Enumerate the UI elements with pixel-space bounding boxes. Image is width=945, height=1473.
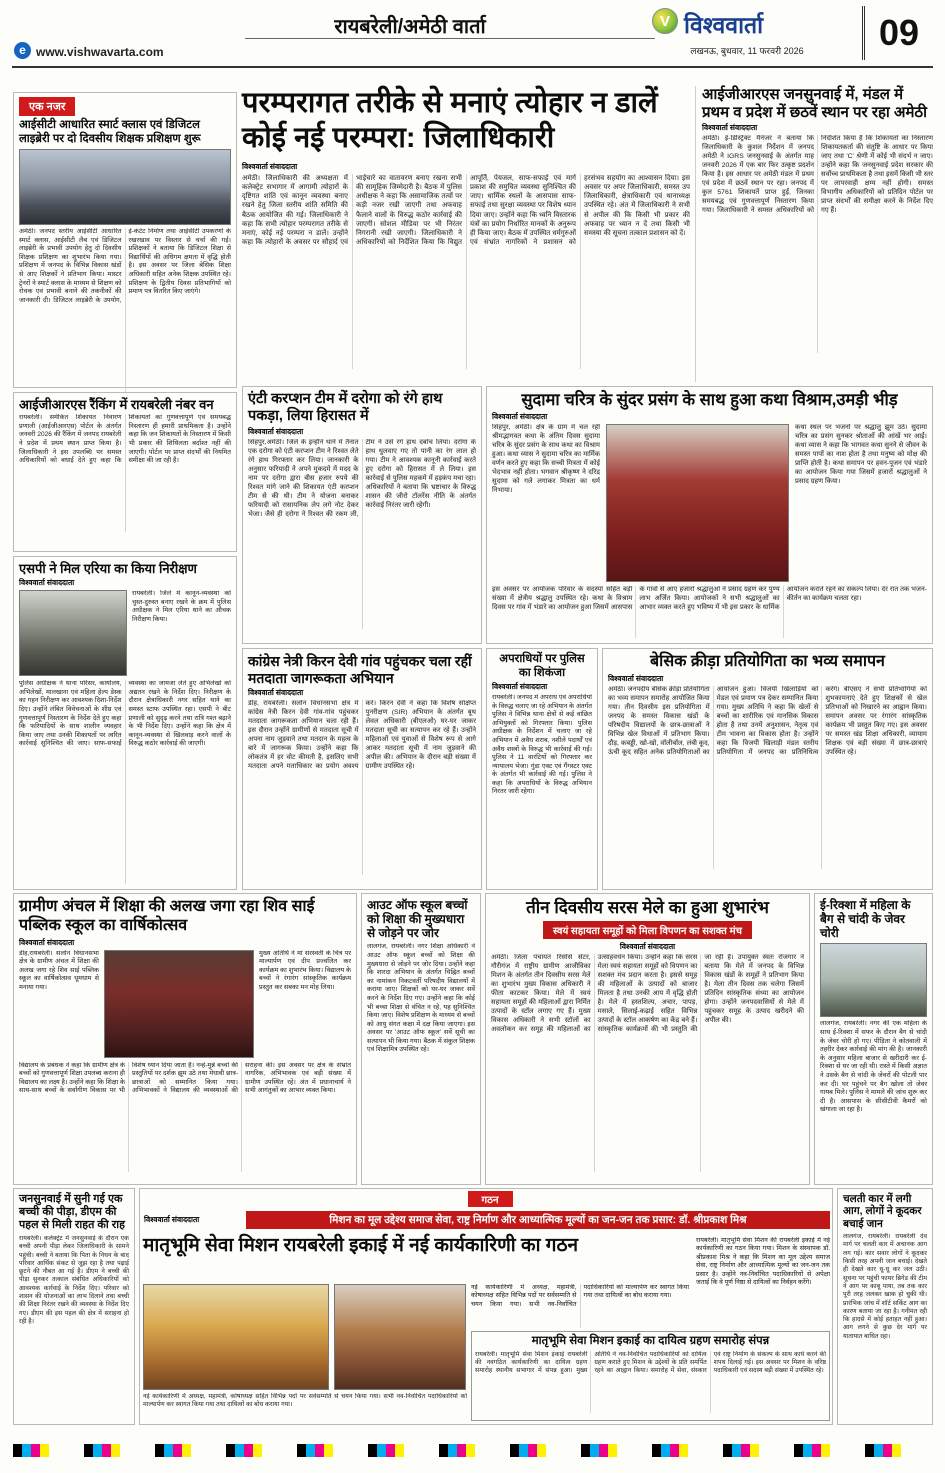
crackdown-byline: विश्ववार्ता संवाददाता <box>492 682 548 692</box>
saras-mela-body: अमेठी। जिला पंचायत रिसोर्स सेंटर, गौरीगंज में राष्ट्रीय ग्रामीण आजीविका मिशन के अंतर्गत तीन दिवसीय सरस मेले का शुभारंभ मुख्य विकास अधिकारी ने फीता काटकर किया। मेले में स्वयं सहायता समूहों की महिलाओं द्वारा निर्मित उत्पादों के स्टॉल लगाए गए हैं। मुख्य विकास अधिकारी ने सभी स्टॉलों का अवलोकन कर समूह की महिलाओं का उत्साहवर्धन किया। उन्होंने कहा कि सरस मेला स्वयं सहायता समूहों को विपणन का सशक्त मंच प्रदान करता है। इससे समूह की महिलाओं के उत्पादों को बाजार मिलता है तथा उनकी आय में वृद्धि होती है। मेले में हस्तशिल्प, अचार, पापड़, मसाले, सिलाई-कढ़ाई सहित विभिन्न उत्पादों के स्टॉल आकर्षण का केंद्र बने हैं। सांस्कृतिक कार्यक्रमों की भी प्रस्तुति की जा रही है। उपायुक्त स्वतः रोजगार ने बताया कि मेले में जनपद के विभिन्न विकास खंडों के समूहों ने प्रतिभाग किया है। मेला तीन दिवस तक चलेगा जिसमें प्रतिदिन सांस्कृतिक संध्या का आयोजन होगा। उन्होंने जनपदवासियों से मेले में पहुंचकर समूह के उत्पाद खरीदने की अपील की। <box>491 954 804 1033</box>
gathan-body-below-photos: नई कार्यकारिणी में अध्यक्ष, महामंत्री, कोषाध्यक्ष सहित विभिन्न पदों पर सर्वसम्मति से चयन किया गया। सभी नव-निर्वाचित पदाधिकारियों को माल्यार्पण कर स्वागत किया गया तथा दायित्वों का बोध कराया गया। <box>143 1393 467 1409</box>
ict-training-body: अमेठी। जनपद स्तरीय आईसीटी आधारित स्मार्ट क्लास, आईसीटी लैब एवं डिजिटल लाइब्रेरी के प्रभावी उपयोग हेतु दो दिवसीय शिक्षक प्रशिक्षण का शुभारंभ किया गया। प्रशिक्षण में जनपद के विभिन्न विकास खंडों से आए शिक्षकों ने प्रतिभाग किया। मास्टर ट्रेनरों ने स्मार्ट क्लास के माध्यम से शिक्षण को रोचक एवं प्रभावी बनाने की तकनीकों की जानकारी दी। डिजिटल लाइब्रेरी के उपयोग, ई-कंटेंट निर्माण तथा आईसीटी उपकरणों के रखरखाव पर विस्तार से चर्चा की गई। प्रशिक्षकों ने बताया कि डिजिटल शिक्षा से विद्यार्थियों की अधिगम क्षमता में वृद्धि होती है। इस अवसर पर जिला बेसिक शिक्षा अधिकारी सहित अनेक शिक्षक उपस्थित रहे। प्रशिक्षण के द्वितीय दिवस प्रतिभागियों को प्रमाण पत्र वितरित किए जाएंगे। <box>19 228 231 304</box>
crackdown-body: रायबरेली। जनपद में अपराध एवं अपराधियों के विरुद्ध चलाए जा रहे अभियान के अंतर्गत पुलिस ने विभिन्न थाना क्षेत्रों से कई वांछित अभियुक्तों को गिरफ्तार किया। पुलिस अधीक्षक के निर्देशन में चलाए जा रहे अभियान में अवैध शराब, नशीले पदार्थों एवं अवैध शस्त्रों के विरुद्ध भी कार्रवाई की गई। पुलिस ने 11 वारंटियों को गिरफ्तार कर न्यायालय भेजा। गुंडा एक्ट एवं गैंगस्टर एक्ट के अंतर्गत भी कार्रवाई की गई। पुलिस ने कहा कि अपराधियों के विरुद्ध अभियान निरंतर जारी रहेगा। <box>492 694 592 796</box>
festival-body: अमेठी। जिलाधिकारी की अध्यक्षता में कलेक्ट्रेट सभागार में आगामी त्योहारों के दृष्टिगत शांति एवं कानून व्यवस्था बनाए रखने हेतु जिला स्तरीय शांति समिति की बैठक आयोजित की गई। जिलाधिकारी ने कहा कि सभी त्योहार परम्परागत तरीके से मनाएं, कोई नई परम्परा न डालें। उन्होंने कहा कि त्योहारों के अवसर पर सौहार्द एवं भाईचारे का वातावरण बनाए रखना सभी की सामूहिक जिम्मेदारी है। बैठक में पुलिस अधीक्षक ने कहा कि असामाजिक तत्वों पर कड़ी नजर रखी जाएगी तथा अफवाह फैलाने वालों के विरुद्ध कठोर कार्रवाई की जाएगी। सोशल मीडिया पर भी निरंतर निगरानी रखी जाएगी। जिलाधिकारी ने अधिकारियों को निर्देशित किया कि विद्युत आपूर्ति, पेयजल, साफ-सफाई एवं मार्ग प्रकाश की समुचित व्यवस्था सुनिश्चित की जाए। धार्मिक स्थलों के आसपास साफ-सफाई तथा सुरक्षा व्यवस्था पर विशेष ध्यान दिया जाए। उन्होंने कहा कि ध्वनि विस्तारक यंत्रों का प्रयोग निर्धारित मानकों के अनुरूप ही किया जाए। बैठक में उपस्थित धर्मगुरुओं एवं संभ्रांत नागरिकों ने प्रशासन को हरसंभव सहयोग का आश्वासन दिया। इस अवसर पर अपर जिलाधिकारी, समस्त उप जिलाधिकारी, क्षेत्राधिकारी एवं थानाध्यक्ष उपस्थित रहे। अंत में जिलाधिकारी ने सभी से अपील की कि किसी भी प्रकार की अफवाह पर ध्यान न दें तथा किसी भी समस्या की सूचना तत्काल प्रशासन को दें। <box>242 174 690 247</box>
article-school-fest <box>13 893 357 1185</box>
congress-byline: विश्ववार्ता संवाददाता <box>248 688 304 698</box>
photo-teacher-training <box>19 149 231 225</box>
erickshaw-theft-body: लालगंज, रायबरेली। नगर की एक महिला के साथ ई-रिक्शा में सफर के दौरान बैग से चांदी के जेवर चोरी हो गए। पीड़िता ने कोतवाली में तहरीर देकर कार्रवाई की मांग की है। जानकारी के अनुसार महिला बाजार से खरीदारी कर ई-रिक्शा से घर जा रही थी। रास्ते में किसी अज्ञात ने उसके बैग से चांदी के जेवरों की पोटली पार कर दी। घर पहुंचने पर बैग खोला तो जेवर गायब मिले। पुलिस ने मामले की जांच शुरू कर दी है। आसपास के सीसीटीवी कैमरों को खंगाला जा रहा है। <box>820 1020 927 1114</box>
car-fire-body: लालगंज, रायबरेली। रायबरेली देव मार्ग पर चलती कार में अचानक आग लग गई। कार सवार लोगों ने कूदकर किसी तरह अपनी जान बचाई। देखते ही देखते कार धू-धू कर जल उठी। सूचना पर पहुंची फायर ब्रिगेड की टीम ने आग पर काबू पाया, तब तक कार पूरी तरह जलकर खाक हो चुकी थी। प्रारंभिक जांच में शॉर्ट सर्किट आग का कारण बताया जा रहा है। गनीमत रही कि हादसे में कोई हताहत नहीं हुआ। आग लगने से कुछ देर मार्ग पर यातायात बाधित रहा। <box>843 1233 927 1340</box>
section-title: रायबरेली/अमेठी वार्ता <box>334 16 486 38</box>
article-ict-training <box>13 92 237 388</box>
gathan-sub-headline: मातृभूमि सेवा मिशन इकाई का दायित्व ग्रहण समारोह संपन्न <box>531 1335 770 1347</box>
school-fest-body-right: मुख्य अतिथि ने मां सरस्वती के चित्र पर माल्यार्पण एवं दीप प्रज्वलित कर कार्यक्रम का शुभारंभ किया। विद्यालय के बच्चों ने रंगारंग सांस्कृतिक कार्यक्रम प्रस्तुत कर सबका मन मोह लिया। <box>259 949 351 992</box>
article-crackdown <box>486 648 598 890</box>
gathan-label: गठन <box>468 1191 513 1207</box>
sp-inspection-byline: विश्ववार्ता संवाददाता <box>19 578 75 588</box>
congress-body: डीह, रायबरेली। सलोन विधानसभा क्षेत्र में कांग्रेस नेत्री किरन देवी गांव-गांव पहुंचकर मतदाता जागरूकता अभियान चला रही हैं। इस दौरान उन्होंने ग्रामीणों से मतदाता सूची में अपना नाम जुड़वाने तथा मतदान के महत्व के बारे में जागरूक किया। उन्होंने कहा कि लोकतंत्र में हर वोट कीमती है, इसलिए सभी मतदाता अपने मताधिकार का प्रयोग अवश्य करें। किरन देवी ने कहा कि विशेष संक्षिप्त पुनरीक्षण (SIR) अभियान के अंतर्गत बूथ लेवल अधिकारी (बीएलओ) घर-घर जाकर मतदाता सूची का सत्यापन कर रहे हैं। उन्होंने महिलाओं एवं युवाओं से विशेष रूप से आगे आकर मतदाता सूची में नाम जुड़वाने की अपील की। अभियान के दौरान बड़ी संख्या में ग्रामीण उपस्थित रहे। <box>248 700 476 770</box>
photo-katha-stage <box>606 424 789 582</box>
sudama-headline: सुदामा चरित्र के सुंदर प्रसंग के साथ हुआ कथा विश्राम,उमड़ी भीड़ <box>521 391 898 409</box>
site-logo <box>14 42 31 59</box>
masthead-rule-bottom <box>12 66 933 68</box>
article-saras-mela <box>485 893 810 1185</box>
gathan-label-wrap <box>450 1190 530 1208</box>
sports-byline: विश्ववार्ता संवाददाता <box>608 673 664 683</box>
saras-mela-byline: विश्ववार्ता संवाददाता <box>619 942 676 952</box>
article-car-fire <box>837 1188 933 1425</box>
school-fest-body-left: डीह,रायबरेली। सलोन विधानसभा क्षेत्र के ग्रामीण अंचल में शिक्षा की अलख जगा रहे शिव साई पब्लिक स्कूल का वार्षिकोत्सव धूमधाम से मनाया गया। <box>19 949 99 992</box>
out-of-school-headline: आउट ऑफ स्कूल बच्चों को शिक्षा की मुख्यधारा से जोड़ने पर जोर <box>367 898 468 941</box>
gathan-sub-article <box>471 1331 830 1421</box>
brand-name: विश्ववार्ता <box>684 12 764 38</box>
out-of-school-body: लालगंज, रायबरेली। नगर शिक्षा अधिकारी ने आउट ऑफ स्कूल बच्चों को शिक्षा की मुख्यधारा से जोड़ने पर जोर दिया। उन्होंने कहा कि शारदा अभियान के अंतर्गत चिह्नित बच्चों का नामांकन निकटवर्ती परिषदीय विद्यालयों में कराया जाए। शिक्षकों को घर-घर जाकर सर्वे करने के निर्देश दिए गए। उन्होंने कहा कि कोई भी बच्चा शिक्षा से वंचित न रहे, यह सुनिश्चित किया जाए। विशेष प्रशिक्षण के माध्यम से बच्चों को आयु संगत कक्षा में दक्ष किया जाएगा। इस अवसर पर 'आउट ऑफ स्कूल' सर्वे सूची का सत्यापन भी किया गया। बैठक में संकुल शिक्षक एवं शिक्षामित्र उपस्थित रहे। <box>367 943 475 1054</box>
igrs-amethi-byline: विश्ववार्ता संवाददाता <box>702 123 758 133</box>
site-logo-letter: e <box>19 43 26 57</box>
saras-mela-subtitle: स्वयं सहायता समूहों को मिला विपणन का सशक्त मंच <box>543 921 752 939</box>
gathan-headline: मातृभूमि सेवा मिशन रायबरेली इकाई में नई कार्यकारिणी का गठन <box>143 1235 579 1256</box>
masthead-rule-center <box>245 38 655 39</box>
anti-corruption-body: सिंहपुर,अमेठी। जिले के इन्हौने थाने में तैनात एक दरोगा को एंटी करप्शन टीम ने रिश्वत लेते रंगे हाथ गिरफ्तार कर लिया। जानकारी के अनुसार फरियादी ने अपने मुकदमे में मदद के नाम पर दरोगा द्वारा बीस हजार रुपये की रिश्वत मांगे जाने की शिकायत एंटी करप्शन टीम से की थी। टीम ने योजना बनाकर फरियादी को रासायनिक लेप लगे नोट देकर भेजा। जैसे ही दरोगा ने रिश्वत की रकम ली, टीम ने उसे रंगे हाथ दबोच लिया। दरोगा के हाथ धुलवाए गए तो पानी का रंग लाल हो गया। टीम ने आवश्यक कानूनी कार्रवाई करते हुए दरोगा को हिरासत में ले लिया। इस कार्रवाई से पुलिस महकमे में हड़कंप मचा रहा। अधिकारियों ने बताया कि भ्रष्टाचार के विरुद्ध शासन की जीरो टॉलरेंस नीति के अंतर्गत कार्रवाई निरंतर जारी रहेगी। <box>248 439 476 518</box>
article-sudama <box>486 386 933 644</box>
sp-inspection-body-side: रायबरेली। जिले में कानून-व्यवस्था को चुस्त-दुरुस्त बनाए रखने के क्रम में पुलिस अधीक्षक ने मिल एरिया थाने का औचक निरीक्षण किया। <box>132 590 231 624</box>
print-registration-marks <box>13 1444 933 1457</box>
igrs-raebareli-headline: आईजीआरएस रैंकिंग में रायबरेली नंबर वन <box>19 397 214 412</box>
page-number: 09 <box>878 12 920 53</box>
gathan-byline: विश्ववार्ता संवाददाता <box>144 1215 200 1224</box>
school-fest-body-bottom: विद्यालय के प्रबंधक ने कहा कि ग्रामीण क्षेत्र के बच्चों को गुणवत्तापूर्ण शिक्षा उपलब्ध कराना ही विद्यालय का लक्ष्य है। उन्होंने कहा कि शिक्षा के साथ-साथ बच्चों के सर्वांगीण विकास पर भी विशेष ध्यान दिया जाता है। नन्हे-मुन्ने बच्चों की प्रस्तुतियों पर दर्शक झूम उठे तथा मेधावी छात्र-छात्राओं को सम्मानित किया गया। अभिभावकों ने विद्यालय की व्यवस्थाओं की सराहना की। इस अवसर पर क्षेत्र के संभ्रांत नागरिक, अभिभावक एवं बड़ी संख्या में ग्रामीण उपस्थित रहे। अंत में प्रधानाचार्य ने सभी आगंतुकों का आभार व्यक्त किया। <box>19 1061 351 1095</box>
brand-logo <box>652 8 678 34</box>
anti-corruption-headline: एंटी करप्शन टीम में दरोगा को रंगे हाथ पकड़ा, लिया हिरासत में <box>248 391 443 425</box>
masthead <box>0 0 945 72</box>
article-igrs-raebareli <box>13 392 237 552</box>
article-sp-inspection <box>13 556 237 890</box>
dm-help-body: रायबरेली। कलेक्ट्रेट में जनसुनवाई के दौरान एक बच्ची अपनी पीड़ा लेकर जिलाधिकारी के सामने पहुंची। बच्ची ने बताया कि पिता के निधन के बाद परिवार आर्थिक संकट से जूझ रहा है तथा पढ़ाई छूटने की नौबत आ गई है। डीएम ने बच्ची की पीड़ा सुनकर तत्काल संबंधित अधिकारियों को आवश्यक कार्रवाई के निर्देश दिए। परिवार को शासन की योजनाओं का लाभ दिलाने तथा बच्ची की शिक्षा निरंतर रखने की व्यवस्था के निर्देश दिए गए। डीएम की इस पहल की क्षेत्र में सराहना हो रही है। <box>19 1234 129 1325</box>
festival-headline: परम्परागत तरीके से मनाएं त्योहार न डालें कोई नई परम्परा: जिलाधिकारी <box>242 87 658 154</box>
brand-initial: V <box>659 13 670 30</box>
article-sports <box>602 648 933 890</box>
article-out-of-school <box>361 893 481 1185</box>
anti-corruption-byline: विश्ववार्ता संवाददाता <box>248 427 304 437</box>
sports-headline: बेसिक क्रीड़ा प्रतियोगिता का भव्य समापन <box>650 653 885 670</box>
sudama-body-bottom: इस अवसर पर आयोजक परिवार के सदस्यों सहित बड़ी संख्या में क्षेत्रीय श्रद्धालु उपस्थित रहे। कथा के विश्राम दिवस पर गांव में भंडारे का आयोजन हुआ जिसमें आसपास के गांवों से आए हजारों श्रद्धालुओं ने प्रसाद ग्रहण कर पुण्य लाभ अर्जित किया। आयोजकों ने सभी श्रद्धालुओं का आभार व्यक्त करते हुए भविष्य में भी इस प्रकार के धार्मिक आयोजन कराते रहने का संकल्प लिया। देर रात तक भजन-कीर्तन का कार्यक्रम चलता रहा। <box>492 586 927 612</box>
sudama-body-left: सिंहपुर, अमेठी। क्षेत्र के ग्राम में चल रही श्रीमद्भागवत कथा के अंतिम दिवस सुदामा चरित्र के सुंदर प्रसंग के साथ कथा का विश्राम हुआ। कथा व्यास ने सुदामा चरित्र का मार्मिक वर्णन करते हुए कहा कि सच्ची मित्रता में कोई भेदभाव नहीं होता। भगवान श्रीकृष्ण ने दरिद्र सुदामा को गले लगाकर मित्रता का धर्म निभाया। <box>492 424 600 495</box>
sudama-byline: विश्ववार्ता संवाददाता <box>492 412 548 422</box>
ict-training-headline: आईसीटी आधारित स्मार्ट क्लास एवं डिजिटल लाइब्रेरी पर दो दिवसीय शिक्षक प्रशिक्षण शुरू <box>19 119 201 145</box>
sp-inspection-body: पुलिस अधीक्षक ने थाना परिसर, कार्यालय, अभिलेखों, मालखाना एवं महिला हेल्प डेस्क का गहन निरीक्षण कर आवश्यक दिशा-निर्देश दिए। उन्होंने लंबित विवेचनाओं के शीघ्र एवं गुणवत्तापूर्ण निस्तारण के निर्देश देते हुए कहा कि फरियादियों के साथ शालीन व्यवहार किया जाए तथा उनकी शिकायतों पर त्वरित कार्रवाई सुनिश्चित की जाए। साफ-सफाई व्यवस्था का जायजा लेते हुए अभिलेखों को अद्यतन रखने के निर्देश दिए। निरीक्षण के दौरान क्षेत्राधिकारी नगर सहित थाने का समस्त स्टाफ उपस्थित रहा। एसपी ने बीट प्रणाली को सुदृढ़ करने तथा रात्रि गश्त बढ़ाने के भी निर्देश दिए। उन्होंने कहा कि क्षेत्र में कानून-व्यवस्था से खिलवाड़ करने वालों के विरुद्ध कठोर कार्रवाई की जाएगी। <box>19 680 231 748</box>
igrs-amethi-body: अमेठी। ई-डिस्ट्रिक्ट मैनेजर ने बताया कि जिलाधिकारी के कुशल निर्देशन में जनपद अमेठी ने IGRS जनसुनवाई के अंतर्गत माह जनवरी 2026 में एक बार फिर उत्कृष्ट प्रदर्शन किया है। इस आधार पर अमेठी मंडल में प्रथम एवं प्रदेश में छठवें स्थान पर रहा। जनपद में कुल 5761 शिकायतें प्राप्त हुईं, जिनका समयबद्ध एवं गुणवत्तापूर्ण निस्तारण किया गया। जिलाधिकारी ने समस्त अधिकारियों को निर्देशित किया है कि शिकायतों का निस्तारण शिकायतकर्ता की संतुष्टि के आधार पर किया जाए तथा 'C' श्रेणी में कोई भी संदर्भ न जाए। उन्होंने कहा कि जनसुनवाई प्रदेश सरकार की सर्वोच्च प्राथमिकता है तथा इसमें किसी भी स्तर पर लापरवाही क्षम्य नहीं होगी। समस्त विभागीय अधिकारियों को प्रतिदिन पोर्टल पर प्राप्त संदर्भों की समीक्षा करने के निर्देश दिए गए हैं। <box>702 135 933 215</box>
section-gathan <box>139 1188 833 1425</box>
saras-mela-headline: तीन दिवसीय सरस मेले का हुआ शुभारंभ <box>526 898 769 917</box>
dm-help-headline: जनसुनवाई में सुनी गई एक बच्ची की पीड़ा, डीएम की पहल से मिली राहत की राह <box>19 1193 125 1231</box>
article-igrs-amethi <box>695 86 933 382</box>
article-congress <box>242 648 482 890</box>
school-fest-byline: विश्ववार्ता संवाददाता <box>19 937 75 947</box>
sp-inspection-headline: एसपी ने मिल एरिया का किया निरीक्षण <box>19 561 197 576</box>
erickshaw-theft-headline: ई-रिक्शा में महिला के बैग से चांदी के जेवर चोरी <box>820 898 911 941</box>
photo-erickshaw <box>820 943 927 1017</box>
site-url: www.vishwavarta.com <box>36 45 164 59</box>
gathan-body-mid: नई कार्यकारिणी में अध्यक्ष, महामंत्री, कोषाध्यक्ष सहित विभिन्न पदों पर सर्वसम्मति से चयन किया गया। सभी नव-निर्वाचित पदाधिकारियों को माल्यार्पण कर स्वागत किया गया तथा दायित्वों का बोध कराया गया। <box>471 1284 689 1308</box>
gathan-body-right: रायबरेली। मातृभूमि सेवा मिशन की रायबरेली इकाई में नई कार्यकारिणी का गठन किया गया। मिशन के संस्थापक डॉ. श्रीप्रकाश मिश्र ने कहा कि मिशन का मूल उद्देश्य समाज सेवा, राष्ट्र निर्माण और आध्यात्मिक मूल्यों का जन-जन तक प्रसार है। उन्होंने नव-निर्वाचित पदाधिकारियों से अपेक्षा जताई कि वे पूर्ण निष्ठा से दायित्वों का निर्वहन करेंगे। <box>696 1237 830 1287</box>
ek-nazar-label: एक नजर <box>19 97 75 116</box>
article-dm-help <box>13 1188 135 1425</box>
article-anti-corruption <box>242 386 482 644</box>
igrs-amethi-headline: आईजीआरएस जनसुनवाई में, मंडल में प्रथम व प्रदेश में छठवें स्थान पर रहा अमेठी <box>702 86 928 121</box>
car-fire-headline: चलती कार में लगी आग, लोगों ने कूदकर बचाई जान <box>843 1193 922 1230</box>
school-fest-headline: ग्रामीण अंचल में शिक्षा की अलख जगा रहा शिव साई पब्लिक स्कूल का वार्षिकोत्सव <box>19 898 315 934</box>
gathan-sub-body: रायबरेली। मातृभूमि सेवा मिशन इकाई रायबरेली की नवगठित कार्यकारिणी का दायित्व ग्रहण समारोह स्थानीय सभागार में संपन्न हुआ। मुख्य अतिथि ने नव-निर्वाचित पदाधिकारियों को दायित्व ग्रहण कराते हुए मिशन के उद्देश्यों के प्रति समर्पित रहने का आह्वान किया। समारोह में सेवा, संस्कार एवं राष्ट्र निर्माण के संकल्प के साथ कार्य करने की शपथ दिलाई गई। इस अवसर पर मिशन के वरिष्ठ पदाधिकारी एवं सदस्य बड़ी संख्या में उपस्थित रहे। <box>475 1350 826 1375</box>
congress-headline: कांग्रेस नेत्री किरन देवी गांव पहुंचकर चला रहीं मतदाता जागरूकता अभियान <box>248 653 472 686</box>
sports-body: अमेठी। जनपदीय बेसिक क्रीड़ा प्रतियोगिता का भव्य समापन समारोह आयोजित किया गया। तीन दिवसीय इस प्रतियोगिता में जनपद के समस्त विकास खंडों के परिषदीय विद्यालयों के छात्र-छात्राओं ने विभिन्न खेल विधाओं में प्रतिभाग किया। दौड़, कबड्डी, खो-खो, वॉलीबॉल, लंबी कूद, ऊंची कूद सहित अनेक प्रतियोगिताओं का आयोजन हुआ। विजयी खिलाड़ियों को मेडल एवं प्रमाण पत्र देकर सम्मानित किया गया। मुख्य अतिथि ने कहा कि खेलों से बच्चों का शारीरिक एवं मानसिक विकास होता है तथा उनमें अनुशासन, नेतृत्व एवं टीम भावना का विकास होता है। उन्होंने कहा कि विजयी खिलाड़ी मंडल स्तरीय प्रतियोगिता में जनपद का प्रतिनिधित्व करेंगे। बीएसए ने सभी प्रतिभागियों को शुभकामनाएं देते हुए शिक्षकों से खेल प्रतिभाओं को निखारने का आह्वान किया। समापन अवसर पर रंगारंग सांस्कृतिक कार्यक्रम भी प्रस्तुत किए गए। इस अवसर पर समस्त खंड शिक्षा अधिकारी, व्यायाम शिक्षक एवं बड़ी संख्या में छात्र-छात्राएं उपस्थित रहे। <box>608 685 927 756</box>
gathan-strip: मिशन का मूल उद्देश्य समाज सेवा, राष्ट्र निर्माण और आध्यात्मिक मूल्यों का जन-जन तक प्रसार: डॉ. श्रीप्रकाश मिश्र <box>246 1211 830 1229</box>
sudama-body-right: कथा स्थल पर भजनों पर श्रद्धालु झूम उठे। सुदामा चरित्र का प्रसंग सुनकर श्रोताओं की आंखें भर आईं। कथा व्यास ने कहा कि भागवत कथा सुनने से जीवन के समस्त पापों का नाश होता है तथा मनुष्य को मोक्ष की प्राप्ति होती है। कथा समापन पर हवन-पूजन एवं भंडारे का आयोजन किया गया जिसमें हजारों श्रद्धालुओं ने प्रसाद ग्रहण किया। <box>795 424 927 486</box>
igrs-raebareli-body: रायबरेली। समेकित शिकायत निवारण प्रणाली (आईजीआरएस) पोर्टल के अंतर्गत जनवरी 2026 की रैंकिंग में जनपद रायबरेली ने प्रदेश में प्रथम स्थान प्राप्त किया है। जिलाधिकारी ने इस उपलब्धि पर समस्त अधिकारियों को बधाई देते हुए कहा कि शिकायतों का गुणवत्तापूर्ण एवं समयबद्ध निस्तारण ही हमारी प्राथमिकता है। उन्होंने कहा कि जन शिकायतों के निस्तारण में किसी भी प्रकार की शिथिलता बर्दाश्त नहीं की जाएगी। पोर्टल पर प्राप्त संदर्भों की नियमित समीक्षा की जा रही है। <box>19 414 231 465</box>
article-festival <box>242 86 690 382</box>
photo-sp-inspection <box>19 590 127 676</box>
article-erickshaw-theft <box>814 893 933 1185</box>
photo-gathan-group-2 <box>334 1284 466 1390</box>
festival-byline: विश्ववार्ता संवाददाता <box>242 161 298 171</box>
masthead-dateline: लखनऊ, बुधवार, 11 फरवरी 2026 <box>690 46 804 56</box>
page-number-box <box>862 6 933 60</box>
photo-school-fest <box>104 950 254 1058</box>
crackdown-headline: अपराधियों पर पुलिस का शिकंजा <box>499 653 585 679</box>
photo-gathan-group-1 <box>143 1284 329 1390</box>
